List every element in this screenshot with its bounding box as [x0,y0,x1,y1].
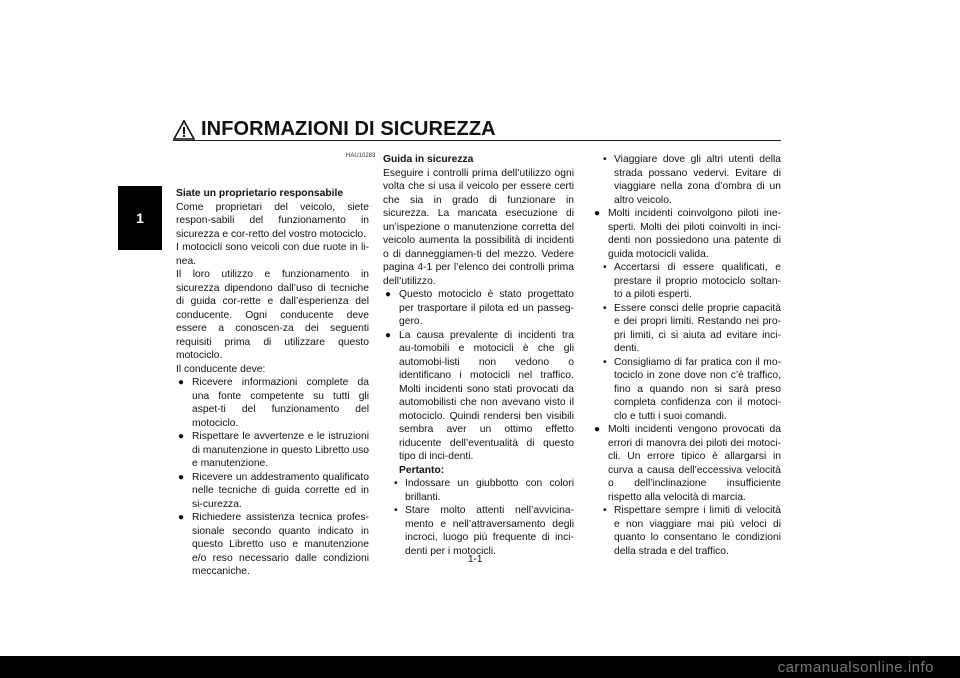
doc-code: HAU10283 [346,153,376,159]
list-item: ● Molti incidenti vengono provocati da errori di manovra dei piloti dei motoci-cli. Un errore tipico è allargarsi in curva a causa dell’eccessiva velocità o dell’inclinazione insufficiente rispetto alla velocità di marcia. [592,423,781,504]
list-item: ● La causa prevalente di incidenti tra au-tomobili e motocicli è che gli automobi-listi non vedono o identificano i motocicli nel traffico. Molti incidenti sono stati provocati da automobilisti che non avevano visto il motociclo. Quindi rendersi ben visibili sembra aver un ottimo effetto riducente dell’eventualità di questo tipo di inci-denti. [383,329,574,464]
title-rule [173,140,781,141]
list-item: ● Richiedere assistenza tecnica profes-sionale secondo quanto indicato in questo Libretto uso e manutenzione e/o reso necessario dalle condizioni meccaniche. [176,511,369,579]
page-title: INFORMAZIONI DI SICUREZZA [201,118,496,140]
warning-triangle-icon [173,120,195,140]
paragraph: Come proprietari del veicolo, siete respon-sabili del funzionamento in sicurezza e cor-retto del vostro motociclo. [176,201,369,240]
paragraph: Il loro utilizzo e funzionamento in sicurezza dipendono dall’uso di tecniche di guida cor-rette e dall’esperienza del conducente. Ogni conducente deve essere a conoscen-za dei seguenti requisiti prima di utilizzare questo motociclo. [176,269,369,361]
sub-list-item: • Accertarsi di essere qualificati, e prestare il proprio motociclo soltan-to a piloti esperti. [592,261,781,302]
list-item: ● Molti incidenti coinvolgono piloti ine-sperti. Molti dei piloti coinvolti in inci-denti non possiedono una patente di guida motocicli valida. [592,207,781,261]
column-2 [383,153,574,558]
list-item: ● Ricevere un addestramento qualificato nelle tecniche di guida corrette ed in si-curezza. [176,471,369,512]
therefore-label: Pertanto: [399,464,445,476]
paragraph: I motocicli sono veicoli con due ruote in li-nea. [176,242,369,267]
footer-text: carmanualsonline.info [777,658,934,676]
section-heading: Siate un proprietario responsabile [176,188,344,199]
column-3 [592,153,781,558]
paragraph: Eseguire i controlli prima dell’utilizzo ogni volta che si usa il veicolo per essere certi che sia in grado di funzionare in sicurezza. La mancata esecuzione di un’ispezione o manutenzione corretta del veicolo aumenta la possibilità di incidenti o di danneggiamen-ti del mezzo. Vedere pagina 4-1 per l’elenco dei controlli prima dell’utilizzo. [383,167,574,287]
sub-list-item: • Consigliamo di far pratica con il mo-tociclo in zone dove non c’è traffico, fino a quando non si sarà preso completa confidenza con il motoci-clo e tutti i suoi comandi. [592,356,781,424]
sub-list-item: • Essere consci delle proprie capacità e dei propri limiti. Restando nei pro-pri limiti, ci si aiuta ad evitare inci-denti. [592,302,781,356]
list-item: ● Ricevere informazioni complete da una fonte competente su tutti gli aspet-ti del funzionamento del motociclo. [176,376,369,430]
page-number: 1-1 [468,554,483,565]
paragraph: Il conducente deve: [176,363,266,375]
sub-list-item: • Rispettare sempre i limiti di velocità e non viaggiare mai più veloci di quanto lo consentano le condizioni della strada e del traffico. [592,504,781,558]
sub-list-item: • Indossare un giubbotto con colori brillanti. [383,477,574,504]
page-heading [173,118,781,141]
section-heading: Guida in sicurezza [383,154,474,165]
watermark-footer [0,656,960,678]
sub-list-item: • Viaggiare dove gli altri utenti della strada possano vedervi. Evitare di viaggiare nella zona d’ombra di un altro veicolo. [592,153,781,207]
chapter-tab: 1 [118,186,162,250]
sub-list-item: • Stare molto attenti nell’avvicina-mento e nell’attraversamento degli incroci, luogo più frequente di inci-denti per i motocicli. [383,504,574,558]
column-1 [176,187,369,579]
list-item: ● Questo motociclo è stato progettato per trasportare il pilota ed un passeg-gero. [383,288,574,329]
list-item: ● Rispettare le avvertenze e le istruzioni di manutenzione in questo Libretto uso e manutenzione. [176,430,369,471]
